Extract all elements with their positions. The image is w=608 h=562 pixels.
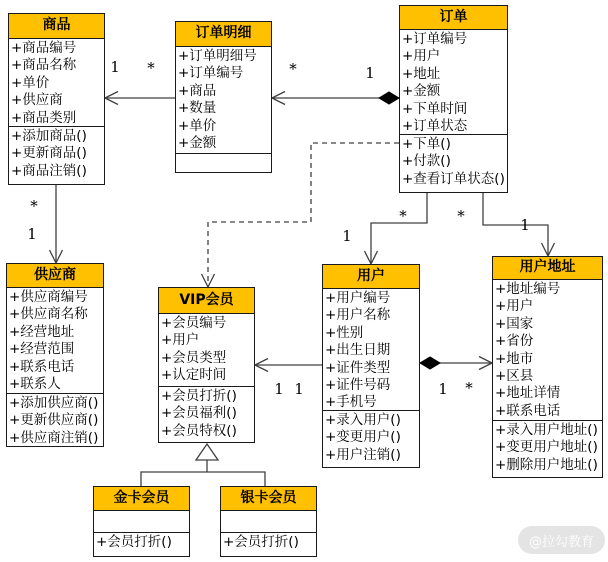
class-title: 订单	[400, 6, 507, 30]
class-attribute: +地址	[402, 65, 441, 82]
class-method: +添加供应商()	[9, 395, 99, 411]
class-methods	[159, 387, 254, 442]
class-attribute: +金额	[178, 135, 217, 152]
class-attribute: +用户编号	[325, 290, 391, 306]
class-attribute: +单价	[178, 117, 217, 134]
class-attribute: +证件类型	[325, 359, 391, 376]
class-method: +查看订单状态()	[402, 170, 505, 187]
class-attribute: +数量	[178, 100, 217, 117]
class-product	[8, 13, 105, 185]
multiplicity-label: *	[147, 59, 155, 77]
multiplicity-label: 1	[342, 227, 352, 245]
class-attribute: +商品编号	[11, 40, 77, 56]
multiplicity-label: 1	[110, 58, 120, 76]
multiplicity-label: *	[399, 207, 407, 225]
class-title: 订单明细	[176, 22, 271, 47]
class-attributes	[400, 30, 507, 135]
class-order-detail	[175, 21, 272, 173]
class-attribute: +单价	[11, 74, 50, 91]
multiplicity-label: 1	[438, 380, 448, 398]
class-attribute: +订单编号	[178, 65, 244, 82]
class-title: 商品	[9, 14, 104, 39]
multiplicity-label: *	[457, 207, 465, 225]
class-attribute: +用户	[161, 332, 200, 349]
class-attribute: +下单时间	[402, 100, 468, 117]
multiplicity-label: 1	[274, 380, 284, 398]
class-methods	[323, 411, 419, 467]
class-attribute: +地市	[495, 350, 534, 367]
class-methods	[493, 421, 602, 477]
class-method: +商品注销()	[11, 162, 87, 179]
class-attribute: +联系电话	[495, 402, 561, 419]
class-attribute: +认定时间	[161, 367, 227, 384]
class-method: +录入用户地址()	[495, 422, 598, 438]
class-attribute: +性别	[325, 324, 364, 341]
class-attribute: +订单明细号	[178, 48, 257, 64]
class-title: VIP会员	[159, 288, 254, 314]
class-title: 用户地址	[493, 257, 602, 280]
class-attribute: +经营范围	[9, 341, 75, 358]
class-methods	[94, 533, 189, 556]
class-attribute: +国家	[495, 315, 534, 332]
class-attributes	[176, 47, 271, 154]
multiplicity-label: *	[30, 197, 38, 215]
class-attribute: +金额	[402, 83, 441, 100]
watermark-badge: @拉勾教育	[518, 526, 605, 554]
class-methods	[400, 135, 507, 192]
class-attribute: +区县	[495, 368, 534, 385]
class-method: +更新供应商()	[9, 412, 99, 429]
class-attribute: +用户	[402, 48, 441, 65]
class-method: +会员福利()	[161, 405, 237, 422]
class-attribute: +联系人	[9, 376, 61, 393]
class-attribute: +会员类型	[161, 349, 227, 366]
multiplicity-label: *	[465, 379, 473, 397]
multiplicity-label: *	[289, 60, 297, 78]
class-attribute: +商品	[178, 82, 217, 99]
class-attributes	[7, 288, 103, 394]
class-attribute: +订单编号	[402, 31, 468, 47]
class-attribute: +用户	[495, 298, 534, 315]
class-method: +会员打折()	[223, 534, 299, 550]
class-method: +变更用户地址()	[495, 439, 598, 456]
multiplicity-label: 1	[520, 216, 530, 234]
class-attributes	[221, 511, 316, 533]
class-method: +添加商品()	[11, 128, 87, 144]
multiplicity-label: 1	[294, 380, 304, 398]
class-method: +变更用户()	[325, 429, 401, 446]
multiplicity-label: 1	[365, 64, 375, 82]
class-method: +付款()	[402, 153, 451, 170]
class-attribute: +订单状态	[402, 118, 468, 135]
class-attribute: +供应商名称	[9, 306, 88, 323]
class-title: 供应商	[7, 264, 103, 288]
class-methods	[176, 154, 271, 172]
class-attribute: +地址编号	[495, 281, 561, 297]
class-method: +删除用户地址()	[495, 456, 598, 473]
class-supplier	[6, 263, 104, 447]
class-method: +用户注销()	[325, 446, 401, 463]
class-order	[399, 5, 508, 193]
class-method: +会员打折()	[161, 388, 237, 404]
class-attributes	[493, 280, 602, 421]
class-method: +录入用户()	[325, 412, 401, 428]
class-attributes	[159, 314, 254, 387]
class-attribute: +用户名称	[325, 307, 391, 324]
class-attributes	[94, 511, 189, 533]
multiplicity-label: 1	[27, 225, 37, 243]
class-method: +会员打折()	[96, 534, 172, 550]
class-attribute: +手机号	[325, 394, 377, 411]
class-method: +供应商注销()	[9, 429, 99, 446]
class-attribute: +地址详情	[495, 385, 561, 402]
class-title: 用户	[323, 265, 419, 289]
class-attributes	[9, 39, 104, 127]
class-user	[322, 264, 420, 468]
class-method: +更新商品()	[11, 145, 87, 162]
class-attribute: +商品类别	[11, 109, 77, 126]
class-attribute: +供应商编号	[9, 289, 88, 305]
class-attributes	[323, 289, 419, 411]
class-attribute: +供应商	[11, 92, 63, 109]
class-methods	[9, 127, 104, 184]
class-attribute: +经营地址	[9, 323, 75, 340]
class-vip-member	[158, 287, 255, 443]
class-attribute: +联系电话	[9, 358, 75, 375]
class-title: 银卡会员	[221, 487, 316, 511]
class-methods	[7, 394, 103, 446]
class-attribute: +商品名称	[11, 57, 77, 74]
class-methods	[221, 533, 316, 556]
class-method: +会员特权()	[161, 422, 237, 439]
class-user-address	[492, 256, 603, 478]
class-attribute: +省份	[495, 333, 534, 350]
class-attribute: +出生日期	[325, 342, 391, 359]
class-silver-member	[220, 486, 317, 557]
class-method: +下单()	[402, 136, 451, 152]
class-gold-member	[93, 486, 190, 557]
class-attribute: +证件号码	[325, 377, 391, 394]
class-title: 金卡会员	[94, 487, 189, 511]
class-attribute: +会员编号	[161, 315, 227, 331]
